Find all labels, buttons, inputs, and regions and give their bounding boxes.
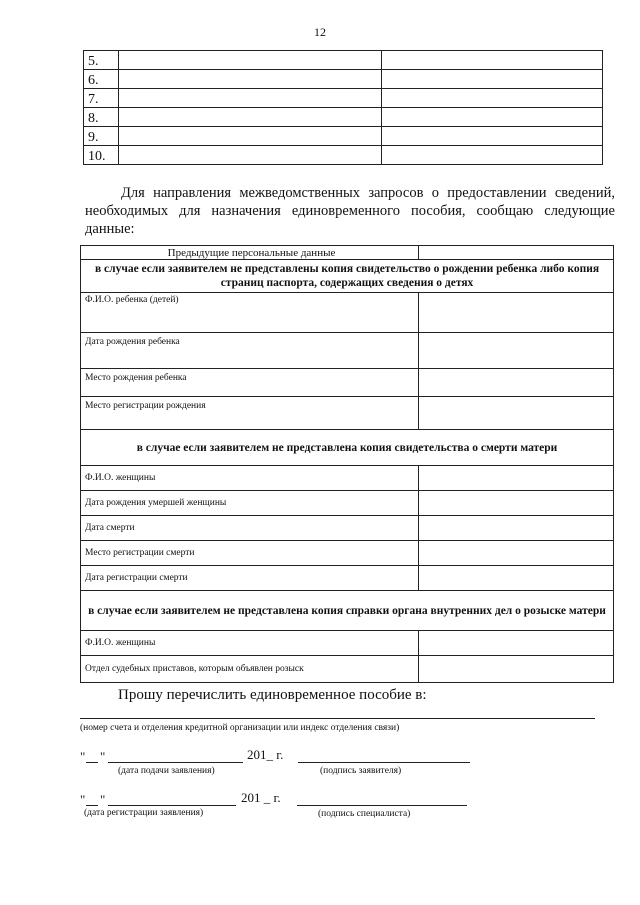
section-row (81, 260, 614, 293)
table-row (84, 146, 603, 165)
field-value[interactable] (419, 466, 614, 491)
table-cell[interactable] (119, 127, 382, 146)
field-label: Дата рождения умершей женщины (81, 491, 419, 516)
field-label: Дата регистрации смерти (81, 566, 419, 591)
field-value[interactable] (419, 333, 614, 369)
field-value[interactable] (419, 631, 614, 656)
date-caption: (дата подачи заявления) (118, 766, 215, 776)
field-value[interactable] (419, 397, 614, 430)
field-label: Место рождения ребенка (81, 369, 419, 397)
account-caption: (номер счета и отделения кредитной организации или индекс отделения связи) (80, 723, 400, 733)
table-row (81, 656, 614, 683)
row-number: 9. (84, 127, 119, 146)
table-header: Предыдущие персональные данные (81, 246, 419, 260)
field-value[interactable] (419, 541, 614, 566)
field-label: Отдел судебных приставов, которым объявлен розыск (81, 656, 419, 683)
account-line[interactable] (80, 718, 595, 719)
row-number: 5. (84, 51, 119, 70)
table-row (81, 541, 614, 566)
table-cell[interactable] (382, 89, 603, 108)
field-value[interactable] (419, 293, 614, 333)
field-label: Место регистрации смерти (81, 541, 419, 566)
table-row (81, 631, 614, 656)
table-cell[interactable] (119, 146, 382, 165)
table-row (84, 127, 603, 146)
year-text: 201_ г. (247, 747, 284, 762)
quote-open: " (80, 749, 86, 764)
table-cell[interactable] (382, 108, 603, 127)
section-row (81, 430, 614, 466)
field-value[interactable] (419, 491, 614, 516)
table-cell[interactable] (119, 108, 382, 127)
table-row (81, 293, 614, 333)
section-title: в случае если заявителем не представлена копия свидетельства о смерти матери (81, 430, 614, 466)
table-row (81, 369, 614, 397)
table-row (84, 51, 603, 70)
table-row (81, 491, 614, 516)
table-row (81, 397, 614, 430)
date-line[interactable] (108, 762, 243, 763)
quote-close: " (100, 792, 106, 807)
table-row (81, 566, 614, 591)
date-line[interactable] (108, 805, 236, 806)
table-cell[interactable] (382, 127, 603, 146)
page-number: 12 (314, 25, 326, 39)
sign-caption: (подпись заявителя) (320, 766, 402, 776)
table-cell[interactable] (382, 146, 603, 165)
date-caption: (дата регистрации заявления) (84, 808, 204, 818)
personal-data-table (80, 245, 614, 683)
year-text: 201 _ г. (241, 790, 281, 805)
field-label: Дата смерти (81, 516, 419, 541)
intro-text: Для направления межведомственных запросов о предоставлении сведений, необходимых для назначения единовременного пособия, сообщаю следующие данные: (85, 185, 615, 237)
quote-close: " (100, 749, 106, 764)
field-label: Ф.И.О. ребенка (детей) (81, 293, 419, 333)
field-label: Дата рождения ребенка (81, 333, 419, 369)
table-header-row (81, 246, 614, 260)
table-cell[interactable] (382, 51, 603, 70)
field-label: Ф.И.О. женщины (81, 631, 419, 656)
signature-line[interactable] (298, 762, 470, 763)
table-row (81, 333, 614, 369)
field-label: Место регистрации рождения (81, 397, 419, 430)
quote-open: " (80, 792, 86, 807)
day-line[interactable] (86, 805, 98, 806)
table-row (81, 466, 614, 491)
field-label: Ф.И.О. женщины (81, 466, 419, 491)
field-value[interactable] (419, 516, 614, 541)
section-title: в случае если заявителем не представлены копия свидетельство о рождении ребенка либо копия страниц паспорта, содержащих сведения о детях (81, 260, 614, 293)
section-title: в случае если заявителем не представлена копия справки органа внутренних дел о розыске матери (81, 591, 614, 631)
numbered-table (83, 50, 603, 165)
section-row (81, 591, 614, 631)
signature-line[interactable] (297, 805, 467, 806)
field-value[interactable] (419, 566, 614, 591)
table-row (81, 516, 614, 541)
intro-paragraph (85, 184, 615, 238)
table-row (84, 108, 603, 127)
row-number: 10. (84, 146, 119, 165)
row-number: 8. (84, 108, 119, 127)
table-row (84, 89, 603, 108)
table-cell[interactable] (419, 246, 614, 260)
field-value[interactable] (419, 369, 614, 397)
request-text: Прошу перечислить единовременное пособие в: (118, 687, 427, 703)
table-cell[interactable] (119, 89, 382, 108)
day-line[interactable] (86, 762, 98, 763)
row-number: 7. (84, 89, 119, 108)
table-row (84, 70, 603, 89)
table-cell[interactable] (382, 70, 603, 89)
table-cell[interactable] (119, 51, 382, 70)
field-value[interactable] (419, 656, 614, 683)
table-cell[interactable] (119, 70, 382, 89)
row-number: 6. (84, 70, 119, 89)
sign-caption: (подпись специалиста) (318, 809, 411, 819)
